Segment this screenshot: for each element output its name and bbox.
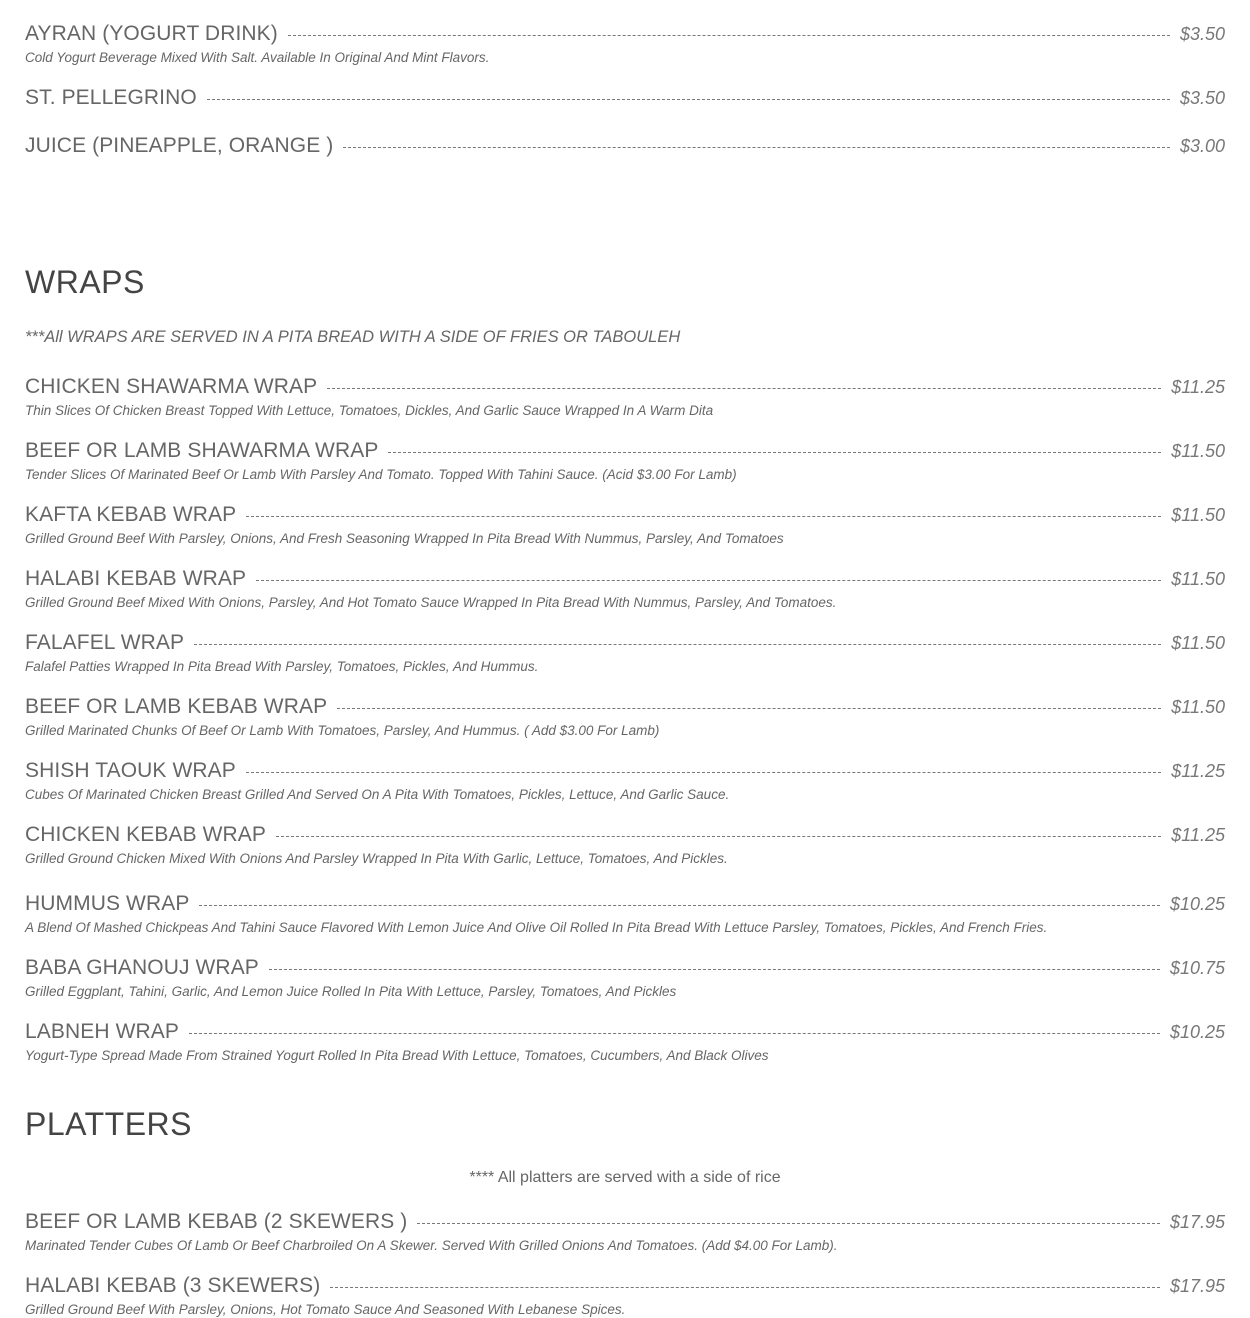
item-name: ST. PELLEGRINO <box>25 86 197 109</box>
item-name: BABA GHANOUJ WRAP <box>25 956 259 979</box>
dotted-leader <box>199 905 1160 906</box>
item-description: Tender Slices Of Marinated Beef Or Lamb With Parsley And Tomato. Topped With Tahini Sauce. (Acid $3.00 For Lamb) <box>25 467 737 482</box>
menu-item-hummus-wrap <box>25 891 1225 935</box>
item-description: Grilled Ground Chicken Mixed With Onions And Parsley Wrapped In Pita With Garlic, Lettuce, Tomatoes, And Pickles. <box>25 851 728 866</box>
section-note-platters: **** All platters are served with a side of rice <box>469 1169 781 1186</box>
menu-item-shish-taouk-wrap <box>25 758 1225 802</box>
menu-item-st-pellegrino <box>25 85 1225 111</box>
item-name: CHICKEN KEBAB WRAP <box>25 823 267 846</box>
item-description: Falafel Patties Wrapped In Pita Bread With Parsley, Tomatoes, Pickles, And Hummus. <box>25 659 539 674</box>
dotted-leader <box>417 1223 1160 1224</box>
item-name: HALABI KEBAB WRAP <box>25 567 247 590</box>
item-price: $3.50 <box>1179 87 1225 108</box>
item-description: Grilled Ground Beef With Parsley, Onions, Hot Tomato Sauce And Seasoned With Lebanese Spices. <box>25 1302 626 1317</box>
item-name: HUMMUS WRAP <box>25 892 190 915</box>
item-description: Yogurt-Type Spread Made From Strained Yogurt Rolled In Pita Bread With Lettuce, Tomatoes, Cucumbers, And Black Olives <box>25 1048 769 1063</box>
menu-item-kafta-kebab-wrap <box>25 502 1225 546</box>
menu-item-falafel-wrap <box>25 630 1225 674</box>
menu-item-beef-lamb-kebab-wrap <box>25 694 1225 738</box>
item-description: Cold Yogurt Beverage Mixed With Salt. Available In Original And Mint Flavors. <box>25 50 490 65</box>
item-name: CHICKEN SHAWARMA WRAP <box>25 375 318 398</box>
menu-item-chicken-shawarma-wrap <box>25 374 1225 418</box>
item-name: LABNEH WRAP <box>25 1020 179 1043</box>
item-price: $17.95 <box>1169 1211 1225 1232</box>
dotted-leader <box>207 99 1170 100</box>
item-description: Grilled Marinated Chunks Of Beef Or Lamb With Tomatoes, Parsley, And Hummus. ( Add $3.00 For Lamb) <box>25 723 660 738</box>
dotted-leader <box>246 516 1161 517</box>
item-price: $11.25 <box>1171 760 1225 781</box>
menu-item-halabi-kebab-wrap <box>25 566 1225 610</box>
item-price: $3.50 <box>1179 23 1225 44</box>
dotted-leader <box>337 708 1161 709</box>
item-description: A Blend Of Mashed Chickpeas And Tahini Sauce Flavored With Lemon Juice And Olive Oil Rolled In Pita Bread With Lettuce Parsley, Tomatoes, Pickles, And French Fries. <box>25 920 1048 935</box>
menu-item-ayran <box>25 21 1225 65</box>
item-description: Marinated Tender Cubes Of Lamb Or Beef Charbroiled On A Skewer. Served With Grilled Onions And Tomatoes. (Add $4.00 For Lamb). <box>25 1238 838 1253</box>
dotted-leader <box>269 969 1160 970</box>
menu-item-juice <box>25 133 1225 159</box>
item-price: $11.50 <box>1171 504 1225 525</box>
menu-item-halabi-kebab-platter <box>25 1273 1225 1317</box>
menu-item-chicken-kebab-wrap <box>25 822 1225 866</box>
dotted-leader <box>330 1287 1160 1288</box>
item-description: Grilled Ground Beef With Parsley, Onions, And Fresh Seasoning Wrapped In Pita Bread With Nummus, Parsley, And Tomatoes <box>25 531 784 546</box>
item-description: Cubes Of Marinated Chicken Breast Grilled And Served On A Pita With Tomatoes, Pickles, Lettuce, And Garlic Sauce. <box>25 787 730 802</box>
dotted-leader <box>194 644 1161 645</box>
section-note-wraps: ***All WRAPS ARE SERVED IN A PITA BREAD WITH A SIDE OF FRIES OR TABOULEH <box>25 328 681 346</box>
item-description: Grilled Eggplant, Tahini, Garlic, And Lemon Juice Rolled In Pita With Lettuce, Parsley, Tomatoes, And Pickles <box>25 984 677 999</box>
dotted-leader <box>288 35 1170 36</box>
item-price: $17.95 <box>1169 1275 1225 1296</box>
menu-item-labneh-wrap <box>25 1019 1225 1063</box>
section-title-platters: PLATTERS <box>25 1106 192 1142</box>
item-price: $11.50 <box>1171 632 1225 653</box>
dotted-leader <box>276 836 1161 837</box>
dotted-leader <box>388 452 1161 453</box>
item-name: JUICE (PINEAPPLE, ORANGE ) <box>25 134 334 157</box>
dotted-leader <box>189 1033 1160 1034</box>
item-name: SHISH TAOUK WRAP <box>25 759 236 782</box>
item-price: $11.50 <box>1171 696 1225 717</box>
menu-item-beef-lamb-shawarma-wrap <box>25 438 1225 482</box>
menu-item-baba-ghanouj-wrap <box>25 955 1225 999</box>
dotted-leader <box>327 388 1161 389</box>
item-price: $11.50 <box>1171 440 1225 461</box>
item-price: $11.50 <box>1171 568 1225 589</box>
item-price: $10.25 <box>1169 893 1225 914</box>
item-name: KAFTA KEBAB WRAP <box>25 503 237 526</box>
item-name: BEEF OR LAMB KEBAB WRAP <box>25 695 328 718</box>
dotted-leader <box>343 147 1170 148</box>
item-name: AYRAN (YOGURT DRINK) <box>25 22 278 45</box>
menu-item-beef-lamb-kebab-platter <box>25 1209 1225 1253</box>
item-name: FALAFEL WRAP <box>25 631 185 654</box>
dotted-leader <box>256 580 1161 581</box>
dotted-leader <box>246 772 1161 773</box>
item-price: $10.75 <box>1169 957 1225 978</box>
section-title-wraps: WRAPS <box>25 264 145 300</box>
item-name: HALABI KEBAB (3 SKEWERS) <box>25 1274 321 1297</box>
item-description: Grilled Ground Beef Mixed With Onions, Parsley, And Hot Tomato Sauce Wrapped In Pita Bread With Nummus, Parsley, And Tomatoes. <box>25 595 837 610</box>
item-price: $10.25 <box>1169 1021 1225 1042</box>
item-price: $11.25 <box>1171 376 1225 397</box>
item-price: $11.25 <box>1171 824 1225 845</box>
item-price: $3.00 <box>1179 135 1225 156</box>
item-name: BEEF OR LAMB KEBAB (2 SKEWERS ) <box>25 1210 408 1233</box>
item-description: Thin Slices Of Chicken Breast Topped With Lettuce, Tomatoes, Dickles, And Garlic Sauce Wrapped In A Warm Dita <box>25 403 714 418</box>
item-name: BEEF OR LAMB SHAWARMA WRAP <box>25 439 379 462</box>
